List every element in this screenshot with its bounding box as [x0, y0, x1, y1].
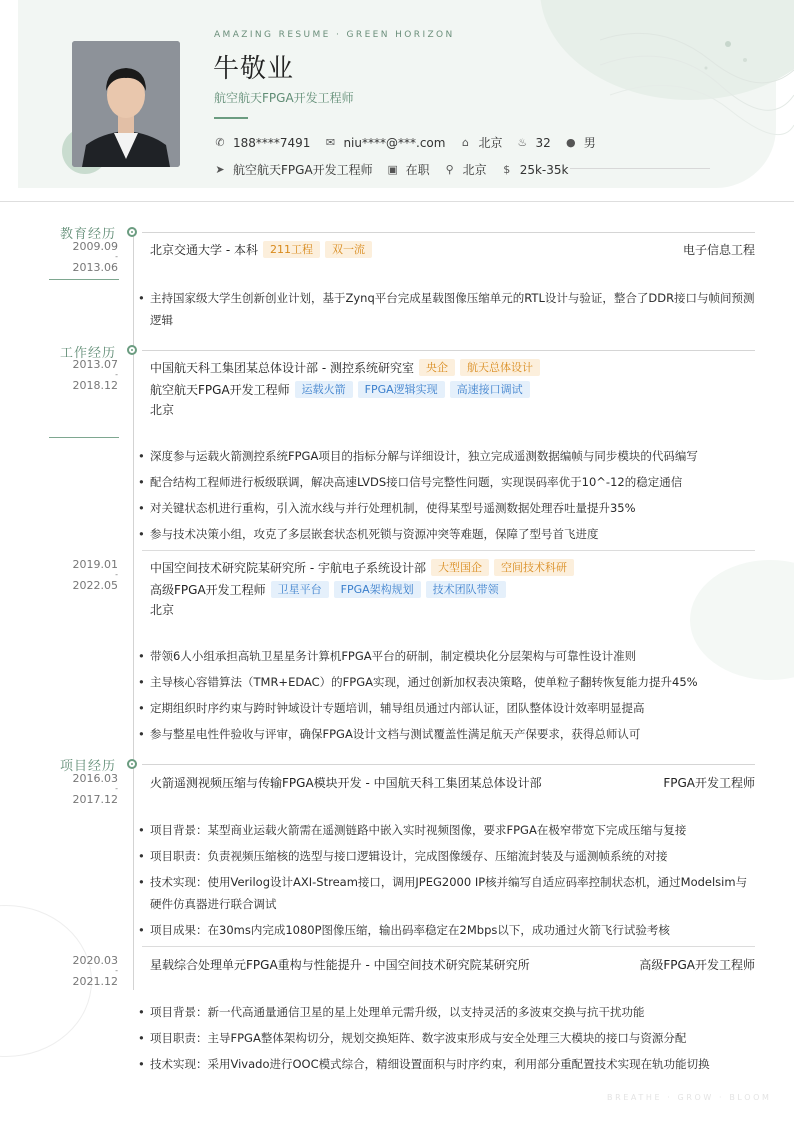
header-divider: [0, 201, 794, 202]
contact-city: ⌂ 北京: [459, 134, 502, 151]
work-location: 北京: [150, 403, 175, 417]
work-location: 北京: [150, 603, 175, 617]
mail-icon: ✉: [325, 135, 336, 149]
company-tag: 空间技术科研: [494, 559, 574, 576]
intent-position: ➤ 航空航天FPGA开发工程师: [215, 162, 373, 177]
education-bullets: [138, 287, 758, 335]
list-item: • 项目成果：在30ms内完成1080P图像压缩，输出码率稳定在2Mbps以下，成功通过火箭飞行试验考核: [138, 919, 758, 941]
contact-gender: ● 男: [565, 135, 596, 150]
gender-icon: ●: [565, 135, 576, 149]
role-name: 高级FPGA开发工程师: [150, 583, 266, 597]
phone-icon: ✆: [215, 135, 225, 149]
header-rule: [570, 168, 710, 169]
home-icon: ⌂: [461, 135, 469, 149]
role-name: 航空航天FPGA开发工程师: [150, 383, 290, 397]
entry-rule: [142, 550, 755, 551]
date-range: 2019.01 - 2022.05: [72, 558, 118, 592]
list-item: • 主导核心容错算法（TMR+EDAC）的FPGA实现，通过创新加权表决策略，使单粒子翻转恢复能力提升45%: [138, 671, 758, 693]
role-tag: FPGA架构规划: [334, 581, 421, 598]
intent-location: ⚲ 北京: [445, 162, 487, 177]
list-item: • 参与技术决策小组，攻克了多层嵌套状态机死锁与资源冲突等难题，保障了型号首飞进度: [138, 523, 758, 545]
education-entry: [150, 241, 755, 258]
intent-salary: $ 25k-35k: [501, 163, 569, 177]
timeline-dot: [127, 227, 137, 237]
company-tag: 航天总体设计: [460, 359, 540, 376]
entry-rule: [142, 946, 755, 947]
timeline-dot: [127, 759, 137, 769]
role-tag: 运载火箭: [295, 381, 353, 398]
role-tag: 卫星平台: [271, 581, 329, 598]
list-item: • 定期组织时序约束与跨时钟域设计专题培训，辅导组员通过内部认证，团队整体设计效率明显提高: [138, 697, 758, 719]
section-rule: [142, 350, 755, 351]
contact-row: [214, 134, 610, 151]
list-item: • 项目职责：负责视频压缩核的选型与接口逻辑设计，完成图像缓存、压缩流封装及与遥测帧系统的对接: [138, 845, 758, 867]
project-bullets: [138, 819, 758, 945]
profile-photo: [72, 41, 180, 167]
candidate-title: 航空航天FPGA开发工程师: [214, 91, 354, 105]
date-underline: [49, 437, 119, 438]
candidate-name: 牛敬业: [213, 54, 295, 84]
accent-underline: [214, 117, 248, 119]
footer-motto: BREATHE · GROW · BLOOM: [607, 1093, 772, 1102]
company-name: 中国空间技术研究院某研究所 - 宇航电子系统设计部: [150, 561, 426, 575]
school-name: 北京交通大学 - 本科: [150, 243, 258, 257]
date-range: 2016.03 - 2017.12: [72, 772, 118, 806]
list-item: • 配合结构工程师进行板级联调，解决高速LVDS接口信号完整性问题，实现误码率优于10^-12的稳定通信: [138, 471, 758, 493]
location-icon: ⚲: [445, 162, 454, 176]
contact-age: ♨ 32: [517, 135, 551, 150]
company-tag: 央企: [419, 359, 455, 376]
briefcase-icon: ▣: [387, 162, 398, 176]
section-title-education: 教育经历: [60, 227, 117, 242]
school-tag: 双一流: [325, 241, 372, 258]
list-item: • 带领6人小组承担高轨卫星星务计算机FPGA平台的研制，制定模块化分层架构与可靠性设计准则: [138, 645, 758, 667]
role-tag: 高速接口调试: [450, 381, 530, 398]
timeline-dot: [127, 345, 137, 355]
decor-wave-lines: [600, 0, 794, 150]
role-tag: 技术团队带领: [426, 581, 506, 598]
project-name: 星载综合处理单元FPGA重构与性能提升 - 中国空间技术研究院某研究所: [150, 958, 530, 972]
company-tag: 大型国企: [431, 559, 489, 576]
send-icon: ➤: [215, 162, 225, 176]
work-entry-company: [150, 359, 755, 376]
list-item: • 项目背景：新一代高通量通信卫星的星上处理单元需升级，以支持灵活的多波束交换与抗干扰功能: [138, 1001, 758, 1023]
work-bullets: [138, 645, 758, 749]
section-rule: [142, 232, 755, 233]
project-role: FPGA开发工程师: [663, 776, 755, 790]
work-entry-role: [150, 381, 755, 398]
contact-email: ✉ niu****@***.com: [325, 135, 446, 150]
timeline-axis: [133, 230, 134, 990]
work-entry-company: [150, 559, 755, 576]
project-name: 火箭遥测视频压缩与传输FPGA模块开发 - 中国航天科工集团某总体设计部: [150, 776, 542, 790]
date-underline: [49, 279, 119, 280]
list-item: • 项目职责：主导FPGA整体架构切分，规划交换矩阵、数字波束形成与安全处理三大模块的接口与资源分配: [138, 1027, 758, 1049]
section-title-work: 工作经历: [60, 346, 117, 361]
list-item: • 对关键状态机进行重构，引入流水线与并行处理机制，使得某型号遥测数据处理吞吐量提升35%: [138, 497, 758, 519]
project-bullets: [138, 1001, 758, 1079]
intent-status: ▣ 在职: [387, 162, 430, 177]
work-entry-role: [150, 581, 755, 598]
salary-icon: $: [503, 162, 511, 176]
list-item: • 主持国家级大学生创新创业计划，基于Zynq平台完成星载图像压缩单元的RTL设计与验证，整合了DDR接口与帧间预测逻辑: [138, 287, 758, 331]
date-range: 2009.09 - 2013.06: [72, 240, 118, 274]
portrait-image: [72, 41, 180, 167]
cake-icon: ♨: [517, 135, 528, 149]
project-entry: [150, 774, 755, 791]
major-name: 电子信息工程: [682, 243, 755, 257]
work-bullets: [138, 445, 758, 549]
date-range: 2020.03 - 2021.12: [72, 954, 118, 988]
section-rule: [142, 764, 755, 765]
contact-phone: ✆ 188****7491: [215, 135, 311, 150]
school-tag: 211工程: [263, 241, 320, 258]
company-name: 中国航天科工集团某总体设计部 - 测控系统研究室: [150, 361, 414, 375]
resume-tagline: AMAZING RESUME · GREEN HORIZON: [214, 30, 455, 40]
role-tag: FPGA逻辑实现: [358, 381, 445, 398]
intent-row: [214, 161, 582, 178]
project-entry: [150, 956, 755, 973]
list-item: • 技术实现：使用Verilog设计AXI-Stream接口，调用JPEG2000 IP核并编写自适应码率控制状态机，通过Modelsim与硬件仿真器进行联合调试: [138, 871, 758, 915]
list-item: • 项目背景：某型商业运载火箭需在遥测链路中嵌入实时视频图像，要求FPGA在极窄带宽下完成压缩与复接: [138, 819, 758, 841]
list-item: • 深度参与运载火箭测控系统FPGA项目的指标分解与详细设计，独立完成遥测数据编帧与同步模块的代码编写: [138, 445, 758, 467]
list-item: • 技术实现：采用Vivado进行OOC模式综合，精细设置面积与时序约束，利用部分重配置技术实现在轨功能切换: [138, 1053, 758, 1075]
date-range: 2013.07 - 2018.12: [72, 358, 118, 392]
project-role: 高级FPGA开发工程师: [639, 958, 755, 972]
section-title-projects: 项目经历: [60, 759, 117, 774]
list-item: • 参与整星电性件验收与评审，确保FPGA设计文档与测试覆盖性满足航天产保要求，获得总师认可: [138, 723, 758, 745]
